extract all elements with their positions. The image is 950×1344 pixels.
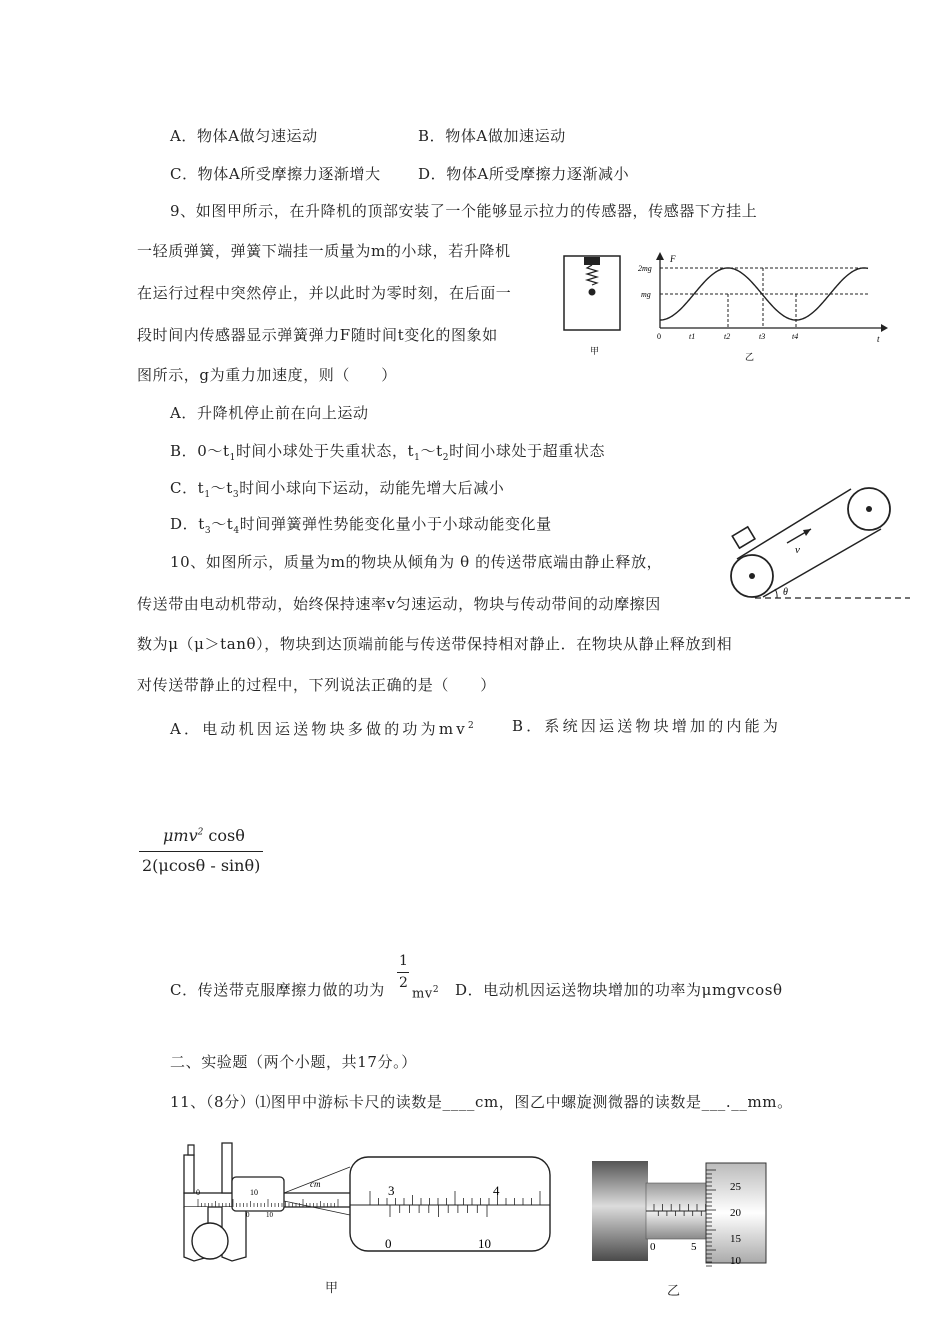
caliper-main-10: 10 <box>250 1188 258 1197</box>
graph-t2-label: t2 <box>724 332 731 341</box>
q9-line-1: 9、如图甲所示，在升降机的顶部安装了一个能够显示拉力的传感器，传感器下方挂上 <box>170 202 758 220</box>
q9-line-5: 图所示，g为重力加速度，则（ ） <box>137 366 397 384</box>
fig-label-jia: 甲 <box>590 346 600 356</box>
sensor-spring-figure <box>558 250 628 360</box>
q9-option-b: B．$0\sim t_1$时间小球处于失重状态，$t_1\sim t_2$时间小球处于超重状态 <box>170 442 606 463</box>
q9-line-4: 段时间内传感器显示弹簧弹力F随时间t变化的图象如 <box>137 326 498 344</box>
q9-line-2: 一轻质弹簧，弹簧下端挂一质量为m的小球，若升降机 <box>137 242 511 260</box>
q9-option-c: C．$t_1\sim t_3$时间小球向下运动，动能先增大后减小 <box>170 479 505 500</box>
caliper-mag-4: 4 <box>493 1183 500 1198</box>
micro-thimble-15: 15 <box>730 1233 741 1245</box>
fraction-bar <box>139 851 263 852</box>
q8-option-c: C．物体A所受摩擦力逐渐增大 <box>170 165 381 183</box>
caliper-main-0: 0 <box>196 1188 200 1197</box>
micro-thimble-10: 10 <box>730 1255 741 1267</box>
caliper-cm-label: cm <box>310 1179 321 1189</box>
graph-t3-label: t3 <box>759 332 766 341</box>
q9-option-d: D．$t_3\sim t_4$时间弹簧弹性势能变化量小于小球动能变化量 <box>170 515 552 536</box>
micrometer-caption: 乙 <box>667 1284 681 1299</box>
q10-option-c-text: C．传送带克服摩擦力做的功为 <box>170 981 385 999</box>
q8-option-a: A．物体A做匀速运动 <box>170 127 318 145</box>
half-bar <box>397 972 409 973</box>
graph-mg-label: mg <box>641 290 651 299</box>
caliper-vernier-0: 0 <box>246 1211 250 1219</box>
q10-option-d: D．电动机因运送物块增加的功率为μmgvcosθ <box>455 981 783 999</box>
graph-origin-label: 0 <box>657 332 661 341</box>
caliper-vernier-10: 10 <box>266 1211 273 1219</box>
q10-line-1: 10、如图所示，质量为m的物块从倾角为 θ 的传送带底端由静止释放， <box>170 553 663 571</box>
q10-line-4: 对传送带静止的过程中，下列说法正确的是（ ） <box>137 676 496 694</box>
graph-t1-label: t1 <box>689 332 696 341</box>
q10-line-2: 传送带由电动机带动，始终保持速率v匀速运动，物块与传动带间的动摩擦因 <box>137 595 661 613</box>
caliper-mag-v0: 0 <box>385 1236 392 1251</box>
q8-option-d: D．物体A所受摩擦力逐渐减小 <box>418 165 630 183</box>
micro-sleeve-0: 0 <box>650 1241 656 1253</box>
half-denominator: 2 <box>399 975 408 991</box>
half-numerator: 1 <box>399 953 408 969</box>
fraction-denominator: 2(μcosθ - sinθ) <box>142 856 261 875</box>
belt-theta-label: θ <box>783 587 788 598</box>
q9-line-3: 在运行过程中突然停止，并以此时为零时刻，在后面一 <box>137 284 512 302</box>
fig-label-yi: 乙 <box>745 352 755 362</box>
caliper-caption: 甲 <box>325 1281 339 1296</box>
caliper-mag-v10: 10 <box>478 1236 491 1251</box>
caliper-mag-3: 3 <box>388 1183 395 1198</box>
graph-t-label: t <box>877 334 880 344</box>
graph-t4-label: t4 <box>792 332 799 341</box>
conveyor-belt-figure <box>715 485 910 605</box>
belt-v-label: v <box>795 544 800 556</box>
fraction-numerator: μmv$^2$ cosθ <box>163 826 245 845</box>
micro-sleeve-5: 5 <box>691 1241 697 1253</box>
q11-text: 11、（8分）⑴图甲中游标卡尺的读数是____cm，图乙中螺旋测微器的读数是___.__mm。 <box>170 1093 793 1111</box>
micro-thimble-20: 20 <box>730 1207 741 1219</box>
q10-option-a: A．电动机因运送物块多做的功为$mv^2$ <box>170 720 477 738</box>
q10-line-3: 数为μ（μ＞tanθ），物块到达顶端前能与传送带保持相对静止．在物块从静止释放到相 <box>137 635 733 653</box>
micrometer-figure <box>590 1158 770 1268</box>
q10-option-b: B．系统因运送物块增加的内能为 <box>512 717 782 735</box>
q9-option-a: A．升降机停止前在向上运动 <box>170 404 369 422</box>
q8-option-b: B．物体A做加速运动 <box>418 127 566 145</box>
force-time-graph <box>633 250 889 368</box>
vernier-caliper-figure <box>170 1135 560 1275</box>
micro-thimble-25: 25 <box>730 1181 741 1193</box>
section-2-title: 二、实验题（两个小题，共17分。） <box>170 1053 417 1071</box>
graph-2mg-label: 2mg <box>638 264 652 273</box>
graph-f-label: F <box>670 254 676 264</box>
q10-option-c-mv: $mv^2$ <box>412 985 440 1002</box>
